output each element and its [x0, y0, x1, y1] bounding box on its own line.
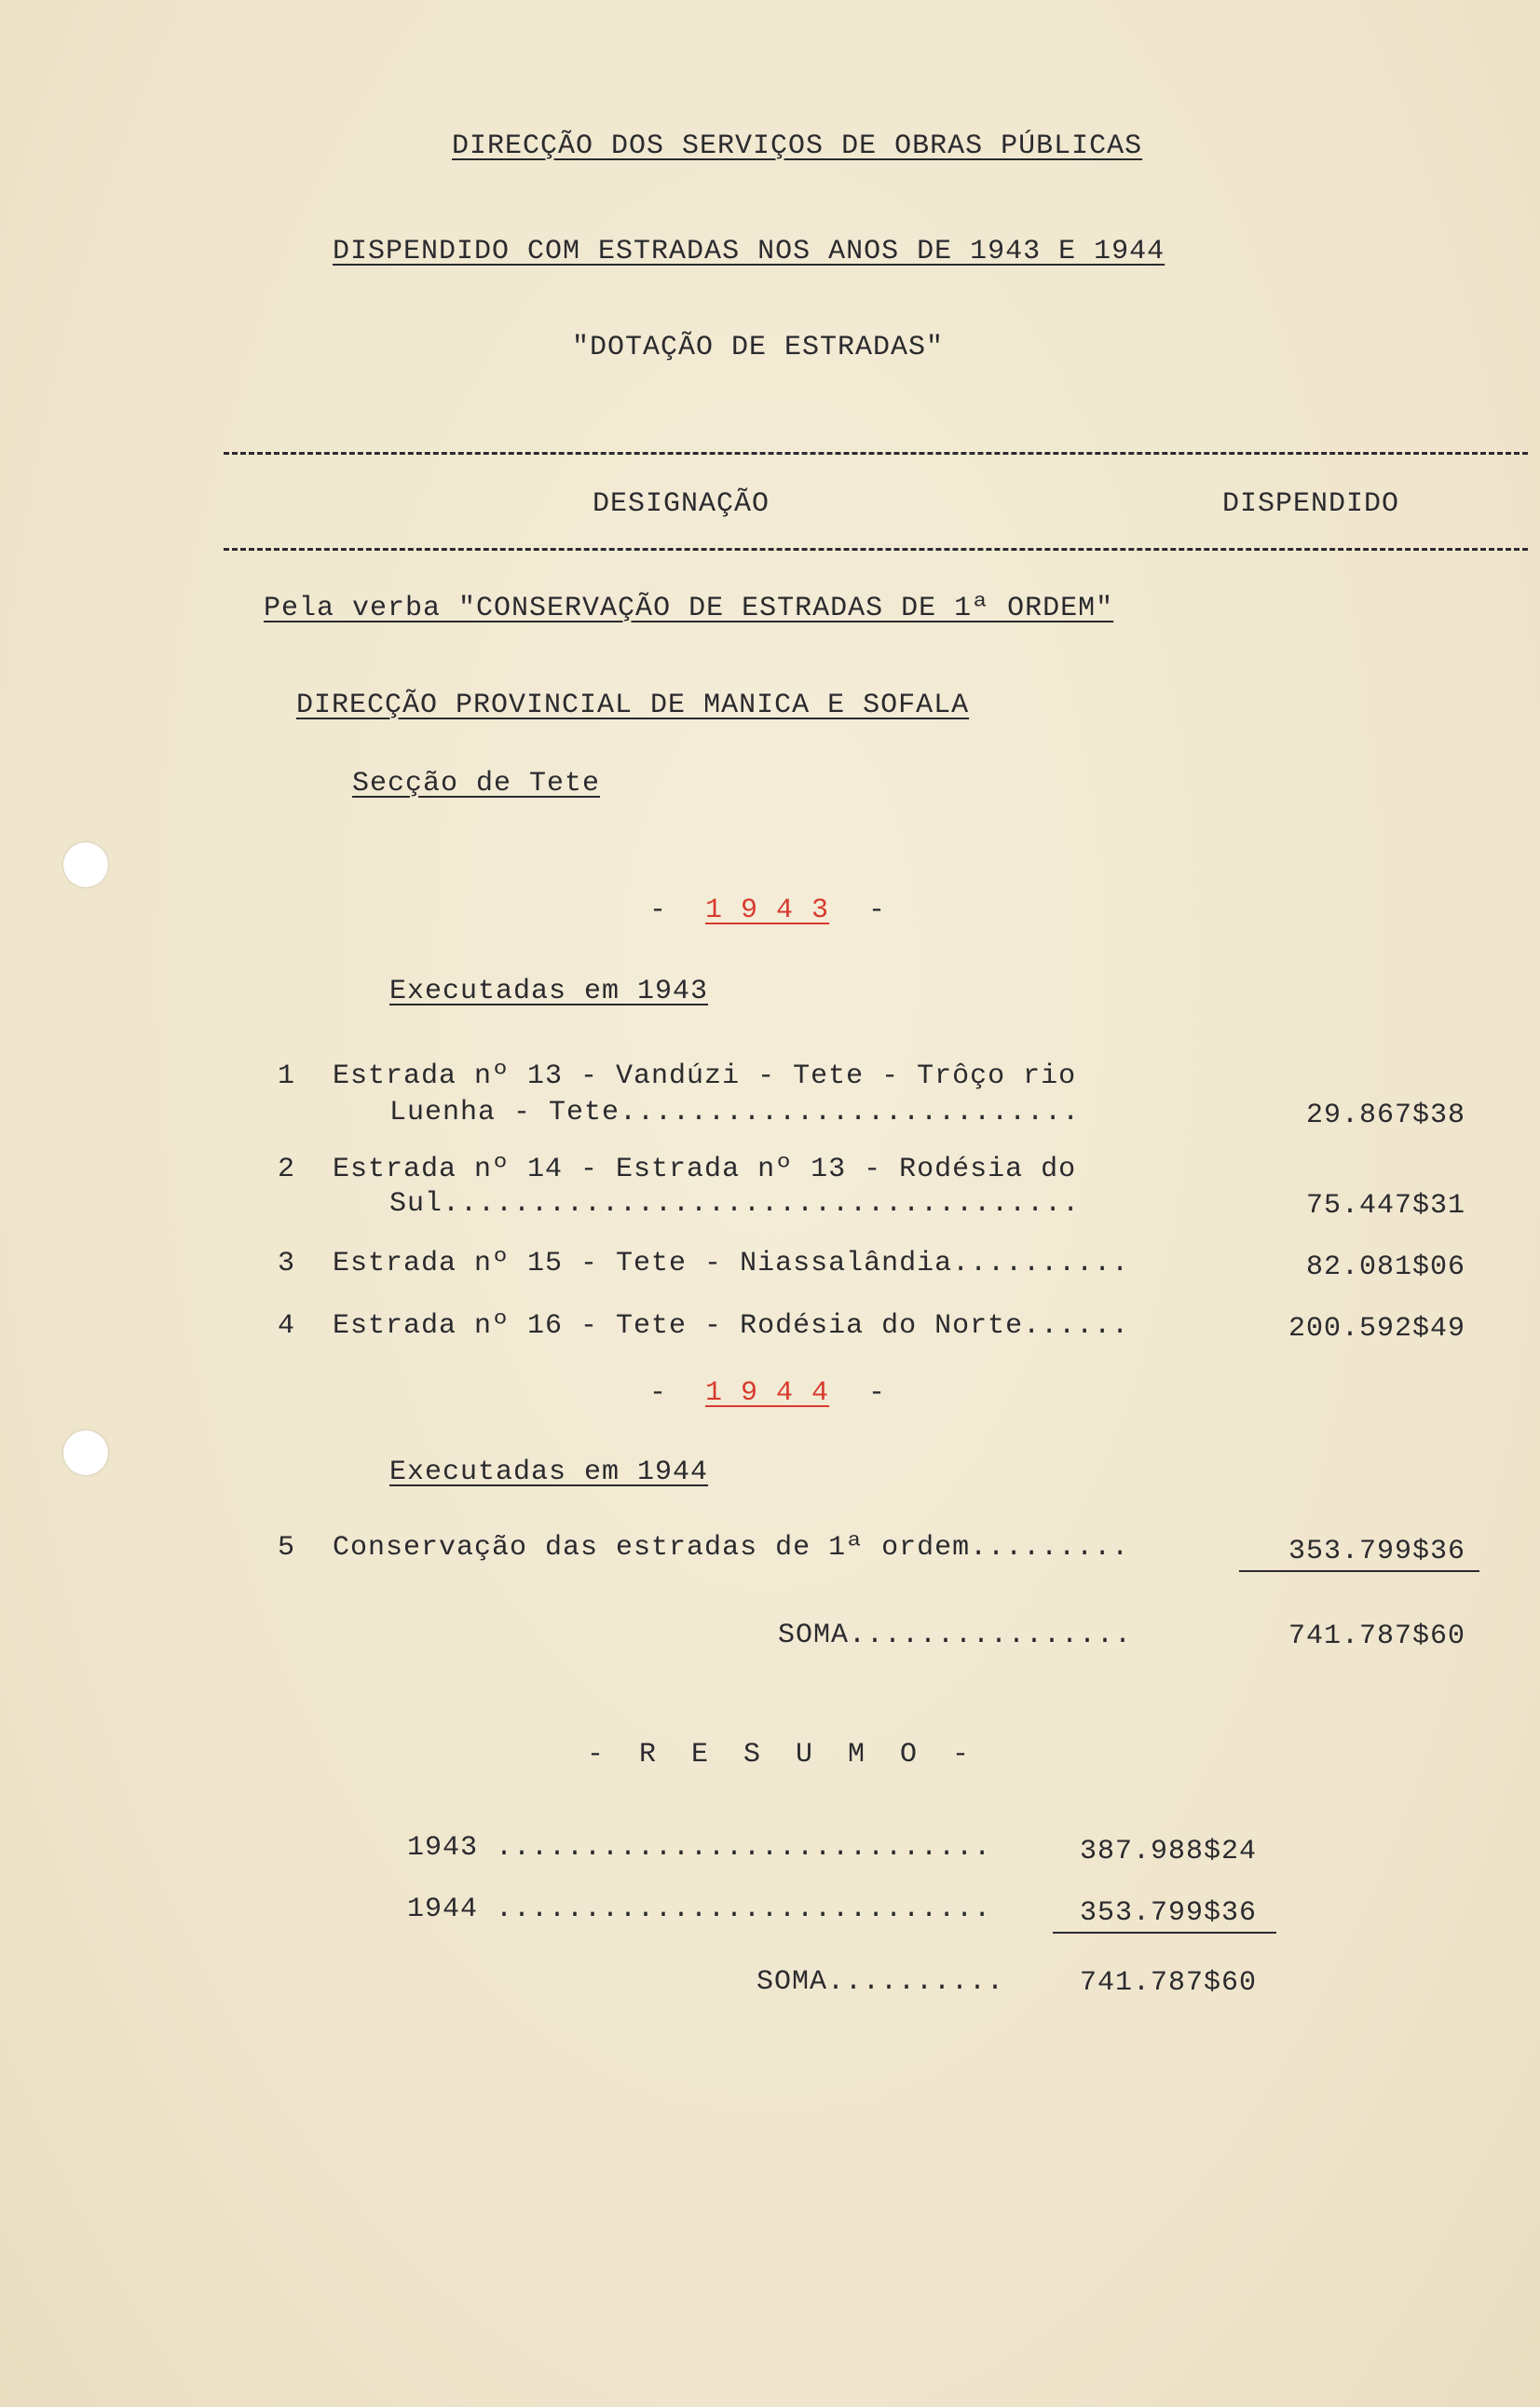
- resumo-soma-label: SOMA..........: [756, 1966, 1005, 1998]
- soma-value: 741.787$60: [1288, 1621, 1465, 1652]
- item-description-cont: Sul....................................: [389, 1188, 1081, 1220]
- item-value: 353.799$36: [1288, 1536, 1465, 1567]
- item-number: 4: [278, 1310, 296, 1342]
- soma-label: SOMA................: [778, 1620, 1133, 1651]
- item-description: Estrada nº 15 - Tete - Niassalândia..........: [333, 1248, 1130, 1279]
- section-heading: Secção de Tete: [352, 768, 601, 800]
- item-number: 5: [278, 1532, 296, 1564]
- item-number: 3: [278, 1248, 296, 1279]
- item-description: Estrada nº 13 - Vandúzi - Tete - Trôço rio: [333, 1060, 1077, 1092]
- resumo-soma-value: 741.787$60: [1079, 1967, 1257, 1999]
- table-header-bottom-rule: [224, 548, 1528, 551]
- resumo-row-value: 387.988$24: [1079, 1836, 1257, 1867]
- document-quote-title: "DOTAÇÃO DE ESTRADAS": [572, 332, 945, 363]
- column-header-designation: DESIGNAÇÃO: [593, 488, 770, 520]
- resumo-row-value: 353.799$36: [1079, 1897, 1257, 1929]
- document-subtitle: DISPENDIDO COM ESTRADAS NOS ANOS DE 1943 E 1944: [333, 236, 1165, 267]
- year-dash-left: -: [649, 1377, 668, 1409]
- resumo-sum-rule: [1053, 1932, 1276, 1934]
- item-number: 1: [278, 1060, 296, 1092]
- item-description-cont: Luenha - Tete..........................: [389, 1097, 1081, 1128]
- resumo-title: - R E S U M O -: [587, 1739, 979, 1771]
- table-top-rule: [224, 452, 1528, 455]
- verba-heading: Pela verba "CONSERVAÇÃO DE ESTRADAS DE 1ª ORDEM": [264, 593, 1114, 624]
- column-header-spent: DISPENDIDO: [1222, 488, 1400, 520]
- item-value: 200.592$49: [1288, 1313, 1465, 1345]
- provincial-direction-heading: DIRECÇÃO PROVINCIAL DE MANICA E SOFALA: [296, 690, 970, 721]
- executed-1944-heading: Executadas em 1944: [389, 1457, 709, 1488]
- item-value: 29.867$38: [1305, 1100, 1465, 1131]
- year-dash-left: -: [649, 895, 668, 926]
- document-title: DIRECÇÃO DOS SERVIÇOS DE OBRAS PÚBLICAS: [452, 130, 1143, 162]
- year-1943: 1 9 4 3: [705, 895, 830, 926]
- item-value: 75.447$31: [1305, 1190, 1465, 1222]
- item-description: Estrada nº 14 - Estrada nº 13 - Rodésia do: [333, 1154, 1077, 1185]
- year-1944: 1 9 4 4: [705, 1377, 830, 1409]
- executed-1943-heading: Executadas em 1943: [389, 976, 709, 1007]
- year-dash-right: -: [868, 895, 887, 926]
- item-description: Conservação das estradas de 1ª ordem.........: [333, 1532, 1130, 1564]
- item-value: 82.081$06: [1305, 1251, 1465, 1283]
- item-description: Estrada nº 16 - Tete - Rodésia do Norte......: [333, 1310, 1130, 1342]
- punch-hole: [63, 842, 108, 887]
- resumo-row-label: 1944 ............................: [407, 1894, 992, 1925]
- punch-hole: [63, 1430, 108, 1475]
- item-number: 2: [278, 1154, 296, 1185]
- sum-rule: [1239, 1570, 1479, 1572]
- resumo-row-label: 1943 ............................: [407, 1832, 992, 1864]
- year-dash-right: -: [868, 1377, 887, 1409]
